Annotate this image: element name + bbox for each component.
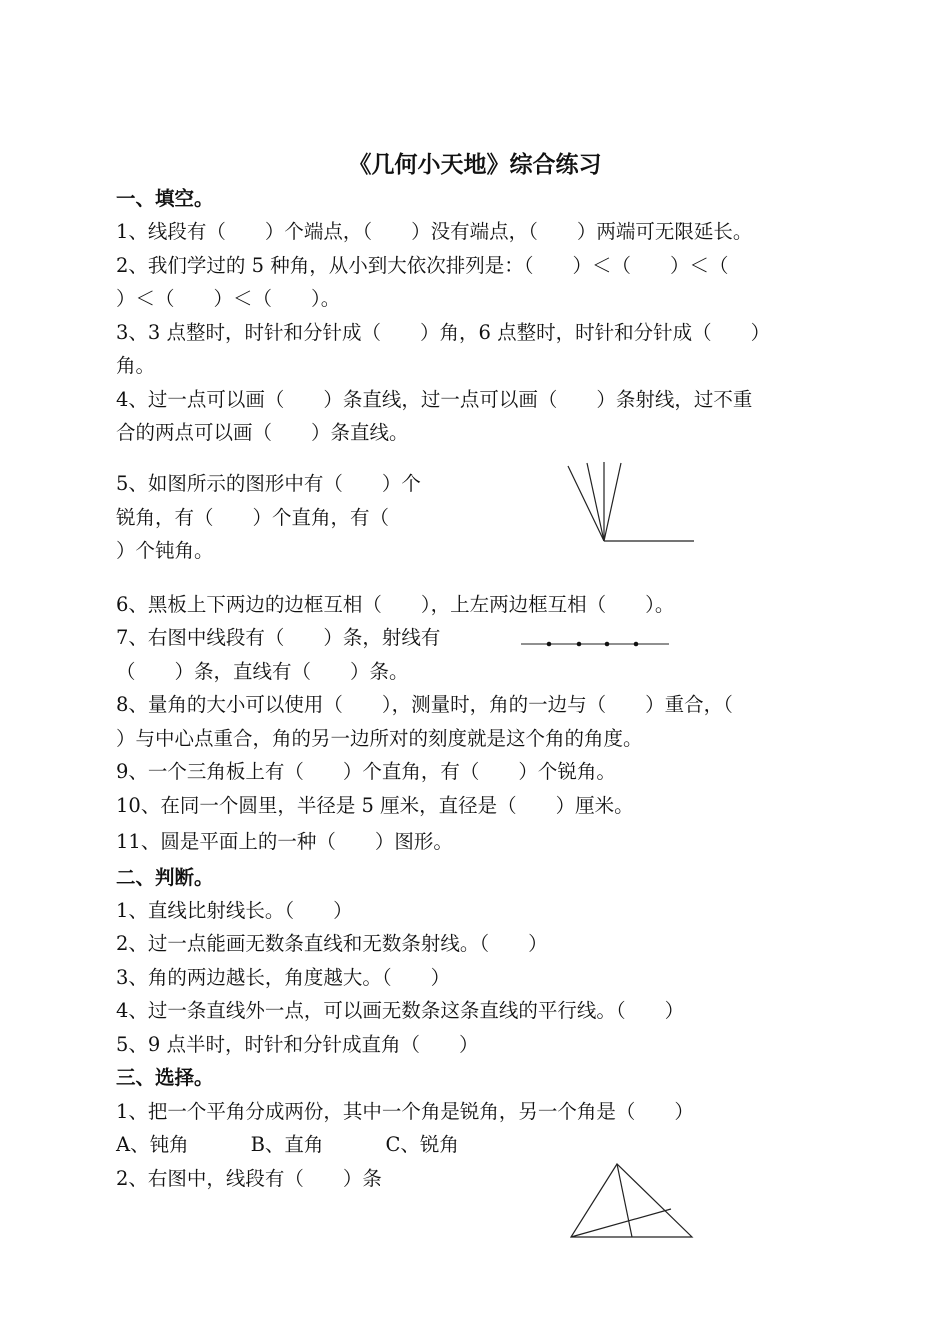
option-a: A、钝角 [116,1133,189,1156]
question-fill-8-line1: 8、量角的大小可以使用（ ），测量时，角的一边与（ ）重合，（ [116,693,733,716]
page-title: 《几何小天地》综合练习 [348,152,602,178]
question-fill-5-line1: 5、如图所示的图形中有（ ）个 [116,472,421,495]
angle-rays-figure [560,458,700,548]
question-fill-5-line2: 锐角，有（ ）个直角，有（ [116,506,390,529]
question-choose-2: 2、右图中，线段有（ ）条 [116,1167,382,1190]
question-fill-8-line2: ）与中心点重合，角的另一边所对的刻度就是这个角的角度。 [116,727,643,750]
question-fill-3-line2: 角。 [116,354,156,377]
question-judge-1: 1、直线比射线长。（ ） [116,899,353,922]
section-heading-choose: 三、选择。 [116,1066,214,1089]
section-heading-judge: 二、判断。 [116,866,214,889]
question-fill-10: 10、在同一个圆里，半径是 5 厘米，直径是（ ）厘米。 [116,794,634,817]
question-fill-11: 11、圆是平面上的一种（ ）图形。 [116,830,453,853]
option-c: C、锐角 [385,1133,459,1156]
question-judge-3: 3、角的两边越长，角度越大。（ ） [116,966,451,989]
section-heading-fill: 一、填空。 [116,187,214,210]
question-fill-9: 9、一个三角板上有（ ）个直角，有（ ）个锐角。 [116,760,616,783]
question-judge-4: 4、过一条直线外一点，可以画无数条这条直线的平行线。（ ） [116,999,685,1022]
question-choose-1: 1、把一个平角分成两份，其中一个角是锐角，另一个角是（ ） [116,1100,694,1123]
question-judge-2: 2、过一点能画无数条直线和无数条射线。（ ） [116,932,548,955]
question-fill-6: 6、黑板上下两边的边框互相（ ），上左两边框互相（ ）。 [116,593,675,616]
option-b: B、直角 [250,1133,324,1156]
question-fill-7-line2: （ ）条，直线有（ ）条。 [116,660,409,683]
question-fill-2-line2: ）＜（ ）＜（ ）。 [116,287,341,310]
choice-options [116,1131,459,1159]
question-fill-5-line3: ）个钝角。 [116,539,214,562]
question-fill-7-line1: 7、右图中线段有（ ）条，射线有 [116,626,441,649]
question-judge-5: 5、9 点半时，时针和分针成直角（ ） [116,1033,479,1056]
question-fill-1: 1、线段有（ ）个端点，（ ）没有端点，（ ）两端可无限延长。 [116,220,753,243]
question-fill-3-line1: 3、3 点整时，时针和分针成（ ）角，6 点整时，时针和分针成（ ） [116,321,771,344]
question-fill-2-line1: 2、我们学过的 5 种角，从小到大依次排列是：（ ）＜（ ）＜（ [116,254,729,277]
question-fill-4-line2: 合的两点可以画（ ）条直线。 [116,421,409,444]
triangle-segments-figure [565,1158,700,1244]
line-with-points-figure [515,636,675,652]
question-fill-4-line1: 4、过一点可以画（ ）条直线，过一点可以画（ ）条射线，过不重 [116,388,753,411]
